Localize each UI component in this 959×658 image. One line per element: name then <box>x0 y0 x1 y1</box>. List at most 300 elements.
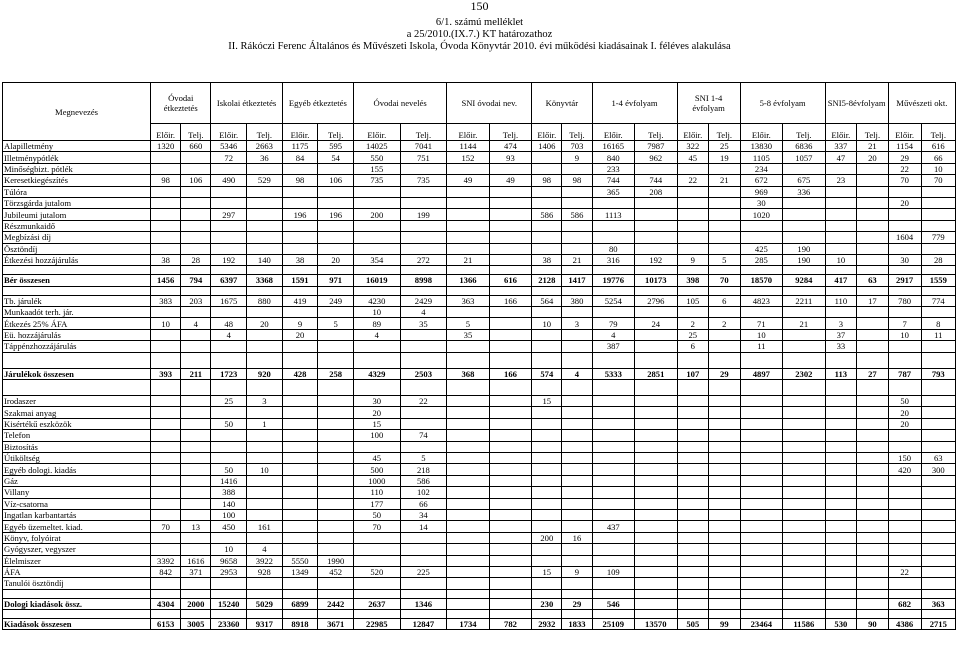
table-cell <box>489 407 532 418</box>
table-cell <box>247 243 283 254</box>
total-row <box>3 275 956 286</box>
table-cell <box>825 475 857 486</box>
table-cell: 3 <box>562 318 592 329</box>
empty-cell <box>318 610 354 619</box>
table-cell <box>921 475 955 486</box>
table-cell <box>151 578 181 589</box>
empty-cell <box>562 266 592 275</box>
table-cell: 2932 <box>532 619 562 630</box>
table-cell: 1406 <box>532 141 562 152</box>
table-cell <box>825 307 857 318</box>
table-cell <box>489 243 532 254</box>
table-cell: 84 <box>282 152 318 163</box>
sub-header-planned: Előir. <box>211 124 247 141</box>
table-cell <box>677 566 709 577</box>
table-cell: 107 <box>677 368 709 379</box>
table-cell: 595 <box>318 141 354 152</box>
table-cell <box>447 209 490 220</box>
table-cell <box>318 487 354 498</box>
table-cell <box>247 532 283 543</box>
table-cell: 735 <box>400 175 447 186</box>
empty-cell <box>181 610 211 619</box>
table-cell: 2000 <box>181 598 211 609</box>
table-cell <box>282 243 318 254</box>
table-cell: 190 <box>783 243 826 254</box>
empty-cell <box>532 352 562 368</box>
table-cell: 354 <box>353 254 400 265</box>
row-label: Bér összesen <box>3 275 151 286</box>
table-cell: 20 <box>318 254 354 265</box>
table-cell: 1559 <box>921 275 955 286</box>
table-cell: 63 <box>857 275 889 286</box>
table-cell <box>921 243 955 254</box>
table-cell <box>857 555 889 566</box>
table-cell <box>635 341 678 352</box>
table-cell <box>211 407 247 418</box>
empty-cell <box>740 352 783 368</box>
table-cell <box>825 464 857 475</box>
table-cell <box>447 418 490 429</box>
table-cell <box>709 521 741 532</box>
table-cell: 22 <box>888 163 921 174</box>
empty-cell <box>353 286 400 295</box>
row-label: Törzsgárda jutalom <box>3 197 151 208</box>
table-cell <box>825 243 857 254</box>
table-cell <box>447 341 490 352</box>
table-cell <box>857 418 889 429</box>
table-cell <box>181 418 211 429</box>
table-cell: 365 <box>592 186 635 197</box>
table-cell <box>400 441 447 452</box>
empty-cell <box>709 286 741 295</box>
empty-cell <box>740 380 783 396</box>
table-cell <box>709 578 741 589</box>
table-cell <box>592 555 635 566</box>
table-cell: 16 <box>562 532 592 543</box>
table-cell <box>740 566 783 577</box>
table-cell: 6397 <box>211 275 247 286</box>
table-cell <box>888 441 921 452</box>
table-cell: 500 <box>353 464 400 475</box>
table-cell <box>318 243 354 254</box>
table-cell <box>857 532 889 543</box>
table-row <box>3 578 956 589</box>
table-cell <box>783 329 826 340</box>
sub-header-actual: Telj. <box>562 124 592 141</box>
table-cell: 106 <box>181 175 211 186</box>
table-cell <box>400 197 447 208</box>
table-cell <box>783 598 826 609</box>
table-cell <box>282 163 318 174</box>
table-cell <box>282 396 318 407</box>
table-cell <box>532 407 562 418</box>
table-cell: 5254 <box>592 295 635 306</box>
table-cell <box>888 555 921 566</box>
table-cell: 616 <box>489 275 532 286</box>
table-cell <box>677 475 709 486</box>
table-cell <box>709 487 741 498</box>
table-row <box>3 418 956 429</box>
table-cell: 38 <box>282 254 318 265</box>
empty-cell <box>857 589 889 598</box>
table-cell <box>247 186 283 197</box>
table-cell <box>532 509 562 520</box>
table-cell: 3392 <box>151 555 181 566</box>
table-cell <box>921 441 955 452</box>
spacer-row <box>3 286 956 295</box>
table-cell: 9317 <box>247 619 283 630</box>
table-cell: 383 <box>151 295 181 306</box>
table-cell: 110 <box>825 295 857 306</box>
empty-cell <box>211 286 247 295</box>
row-label: Egyéb dologi. kiadás <box>3 464 151 475</box>
table-cell: 779 <box>921 232 955 243</box>
table-cell <box>447 232 490 243</box>
table-row <box>3 555 956 566</box>
table-cell <box>709 566 741 577</box>
empty-cell <box>825 610 857 619</box>
table-cell: 3368 <box>247 275 283 286</box>
table-cell <box>677 498 709 509</box>
table-cell <box>318 396 354 407</box>
table-cell <box>635 464 678 475</box>
table-cell: 10 <box>921 163 955 174</box>
empty-cell <box>3 589 151 598</box>
table-cell: 155 <box>353 163 400 174</box>
table-cell <box>247 498 283 509</box>
empty-cell <box>825 380 857 396</box>
table-cell: 428 <box>282 368 318 379</box>
table-cell <box>532 220 562 231</box>
table-cell <box>532 430 562 441</box>
table-cell: 1175 <box>282 141 318 152</box>
table-cell <box>825 232 857 243</box>
table-cell: 200 <box>353 209 400 220</box>
table-cell: 25 <box>677 329 709 340</box>
empty-cell <box>247 266 283 275</box>
table-cell <box>709 430 741 441</box>
table-cell <box>151 418 181 429</box>
table-cell: 4823 <box>740 295 783 306</box>
table-cell <box>318 452 354 463</box>
table-cell <box>857 220 889 231</box>
table-cell <box>740 555 783 566</box>
table-cell <box>318 532 354 543</box>
table-cell <box>677 418 709 429</box>
table-cell <box>740 475 783 486</box>
table-cell: 4386 <box>888 619 921 630</box>
empty-cell <box>709 352 741 368</box>
table-cell <box>181 220 211 231</box>
table-cell <box>489 341 532 352</box>
table-cell: 1057 <box>783 152 826 163</box>
table-cell: 15 <box>353 418 400 429</box>
table-cell <box>489 509 532 520</box>
empty-cell <box>709 610 741 619</box>
table-cell <box>857 566 889 577</box>
empty-cell <box>353 352 400 368</box>
table-cell <box>677 598 709 609</box>
empty-cell <box>825 286 857 295</box>
table-cell: 2429 <box>400 295 447 306</box>
table-cell <box>635 407 678 418</box>
table-cell: 100 <box>211 509 247 520</box>
table-cell: 417 <box>825 275 857 286</box>
table-cell: 420 <box>888 464 921 475</box>
table-cell: 774 <box>921 295 955 306</box>
empty-cell <box>211 266 247 275</box>
table-cell: 45 <box>677 152 709 163</box>
table-cell <box>677 407 709 418</box>
table-cell: 54 <box>318 152 354 163</box>
table-cell <box>447 430 490 441</box>
table-cell <box>888 186 921 197</box>
table-cell <box>635 555 678 566</box>
table-cell <box>783 396 826 407</box>
table-cell <box>921 396 955 407</box>
table-cell: 63 <box>921 452 955 463</box>
table-cell <box>677 441 709 452</box>
empty-cell <box>562 589 592 598</box>
table-cell <box>318 163 354 174</box>
table-cell: 18570 <box>740 275 783 286</box>
table-cell: 12847 <box>400 619 447 630</box>
table-cell <box>353 555 400 566</box>
table-cell <box>562 578 592 589</box>
table-cell: 6 <box>677 341 709 352</box>
table-cell <box>532 341 562 352</box>
table-cell: 98 <box>532 175 562 186</box>
group-header: SNI óvodai nev. <box>447 83 532 124</box>
table-cell <box>151 498 181 509</box>
table-cell <box>318 341 354 352</box>
table-cell <box>562 329 592 340</box>
table-cell <box>282 578 318 589</box>
table-cell: 100 <box>353 430 400 441</box>
table-cell: 102 <box>400 487 447 498</box>
table-cell: 425 <box>740 243 783 254</box>
table-cell <box>353 341 400 352</box>
table-cell <box>447 464 490 475</box>
table-cell: 1591 <box>282 275 318 286</box>
empty-cell <box>282 286 318 295</box>
row-label: Élelmiszer <box>3 555 151 566</box>
empty-cell <box>921 286 955 295</box>
table-cell <box>740 509 783 520</box>
table-cell: 16019 <box>353 275 400 286</box>
table-cell <box>592 498 635 509</box>
spacer-row <box>3 380 956 396</box>
table-cell: 969 <box>740 186 783 197</box>
table-cell <box>181 209 211 220</box>
empty-cell <box>857 380 889 396</box>
table-cell <box>740 396 783 407</box>
table-cell <box>151 396 181 407</box>
empty-cell <box>888 266 921 275</box>
table-cell: 10 <box>825 254 857 265</box>
empty-cell <box>353 610 400 619</box>
table-cell <box>562 407 592 418</box>
table-cell <box>592 441 635 452</box>
table-cell: 962 <box>635 152 678 163</box>
table-cell: 25 <box>709 141 741 152</box>
table-cell: 25 <box>211 396 247 407</box>
table-cell: 14025 <box>353 141 400 152</box>
table-cell: 474 <box>489 141 532 152</box>
table-cell <box>400 220 447 231</box>
table-cell: 1675 <box>211 295 247 306</box>
table-cell <box>740 532 783 543</box>
table-cell <box>247 220 283 231</box>
table-cell <box>562 509 592 520</box>
empty-cell <box>3 380 151 396</box>
table-cell <box>562 163 592 174</box>
table-cell: 4329 <box>353 368 400 379</box>
total-row <box>3 598 956 609</box>
table-cell <box>677 578 709 589</box>
table-cell <box>709 186 741 197</box>
table-cell <box>247 578 283 589</box>
table-cell: 393 <box>151 368 181 379</box>
empty-cell <box>400 352 447 368</box>
table-cell <box>447 186 490 197</box>
table-cell <box>447 532 490 543</box>
group-header: 5-8 évfolyam <box>740 83 825 124</box>
table-cell <box>489 498 532 509</box>
table-cell: 20 <box>888 418 921 429</box>
table-cell <box>247 452 283 463</box>
table-cell <box>489 475 532 486</box>
group-header: 1-4 évfolyam <box>592 83 677 124</box>
expenditure-table <box>2 82 956 630</box>
spacer-row <box>3 352 956 368</box>
empty-cell <box>282 352 318 368</box>
table-cell <box>921 498 955 509</box>
sub-header-planned: Előir. <box>677 124 709 141</box>
table-cell: 6153 <box>151 619 181 630</box>
row-label: Telefon <box>3 430 151 441</box>
table-cell <box>921 509 955 520</box>
table-cell <box>709 498 741 509</box>
table-cell: 20 <box>888 197 921 208</box>
table-cell <box>447 396 490 407</box>
table-cell: 37 <box>825 329 857 340</box>
table-cell <box>635 307 678 318</box>
table-cell: 24 <box>635 318 678 329</box>
table-row <box>3 544 956 555</box>
table-cell: 1417 <box>562 275 592 286</box>
table-cell: 3 <box>825 318 857 329</box>
document-header <box>0 17 959 53</box>
table-cell: 3 <box>247 396 283 407</box>
empty-cell <box>447 380 490 396</box>
table-cell <box>181 186 211 197</box>
table-row <box>3 186 956 197</box>
table-cell <box>400 341 447 352</box>
row-label: Étkezési hozzájárulás <box>3 254 151 265</box>
table-cell <box>151 441 181 452</box>
table-cell <box>635 452 678 463</box>
table-cell: 17 <box>857 295 889 306</box>
table-cell: 10 <box>740 329 783 340</box>
empty-cell <box>400 380 447 396</box>
empty-cell <box>151 589 181 598</box>
table-cell: 4 <box>247 544 283 555</box>
table-cell <box>489 209 532 220</box>
table-cell <box>151 209 181 220</box>
table-cell <box>447 220 490 231</box>
table-cell <box>181 430 211 441</box>
empty-cell <box>282 266 318 275</box>
table-cell <box>783 487 826 498</box>
table-cell <box>825 566 857 577</box>
label-column-header: Megnevezés <box>3 83 151 141</box>
table-cell: 3671 <box>318 619 354 630</box>
empty-cell <box>857 352 889 368</box>
table-cell <box>211 578 247 589</box>
table-cell <box>211 341 247 352</box>
table-row <box>3 566 956 577</box>
table-cell <box>247 232 283 243</box>
table-cell: 72 <box>211 152 247 163</box>
table-cell: 35 <box>400 318 447 329</box>
table-cell: 5 <box>400 452 447 463</box>
sub-header-planned: Előir. <box>532 124 562 141</box>
table-cell <box>857 163 889 174</box>
table-cell: 203 <box>181 295 211 306</box>
table-cell <box>592 509 635 520</box>
table-cell: 15 <box>532 566 562 577</box>
table-cell: 10 <box>888 329 921 340</box>
empty-cell <box>318 589 354 598</box>
row-label: Túlóra <box>3 186 151 197</box>
table-cell <box>181 243 211 254</box>
table-cell: 11 <box>740 341 783 352</box>
table-cell <box>489 598 532 609</box>
group-header: SNI 1-4 évfolyam <box>677 83 740 124</box>
table-cell <box>709 418 741 429</box>
table-cell: 505 <box>677 619 709 630</box>
sub-header-planned: Előir. <box>740 124 783 141</box>
table-cell <box>677 509 709 520</box>
table-cell <box>592 307 635 318</box>
table-cell: 28 <box>181 254 211 265</box>
table-cell <box>489 307 532 318</box>
empty-cell <box>181 286 211 295</box>
table-cell: 9 <box>562 152 592 163</box>
table-row <box>3 430 956 441</box>
table-cell <box>783 307 826 318</box>
table-cell: 50 <box>211 418 247 429</box>
table-cell <box>677 220 709 231</box>
table-cell <box>921 544 955 555</box>
table-cell: 398 <box>677 275 709 286</box>
table-cell: 586 <box>562 209 592 220</box>
table-cell <box>740 487 783 498</box>
table-cell: 380 <box>562 295 592 306</box>
table-cell: 109 <box>592 566 635 577</box>
table-row <box>3 307 956 318</box>
table-cell: 1000 <box>353 475 400 486</box>
table-cell <box>740 464 783 475</box>
empty-cell <box>247 286 283 295</box>
table-cell <box>282 307 318 318</box>
table-cell: 7987 <box>635 141 678 152</box>
table-cell <box>151 509 181 520</box>
table-cell <box>400 407 447 418</box>
row-label: Biztosítás <box>3 441 151 452</box>
table-cell <box>783 578 826 589</box>
